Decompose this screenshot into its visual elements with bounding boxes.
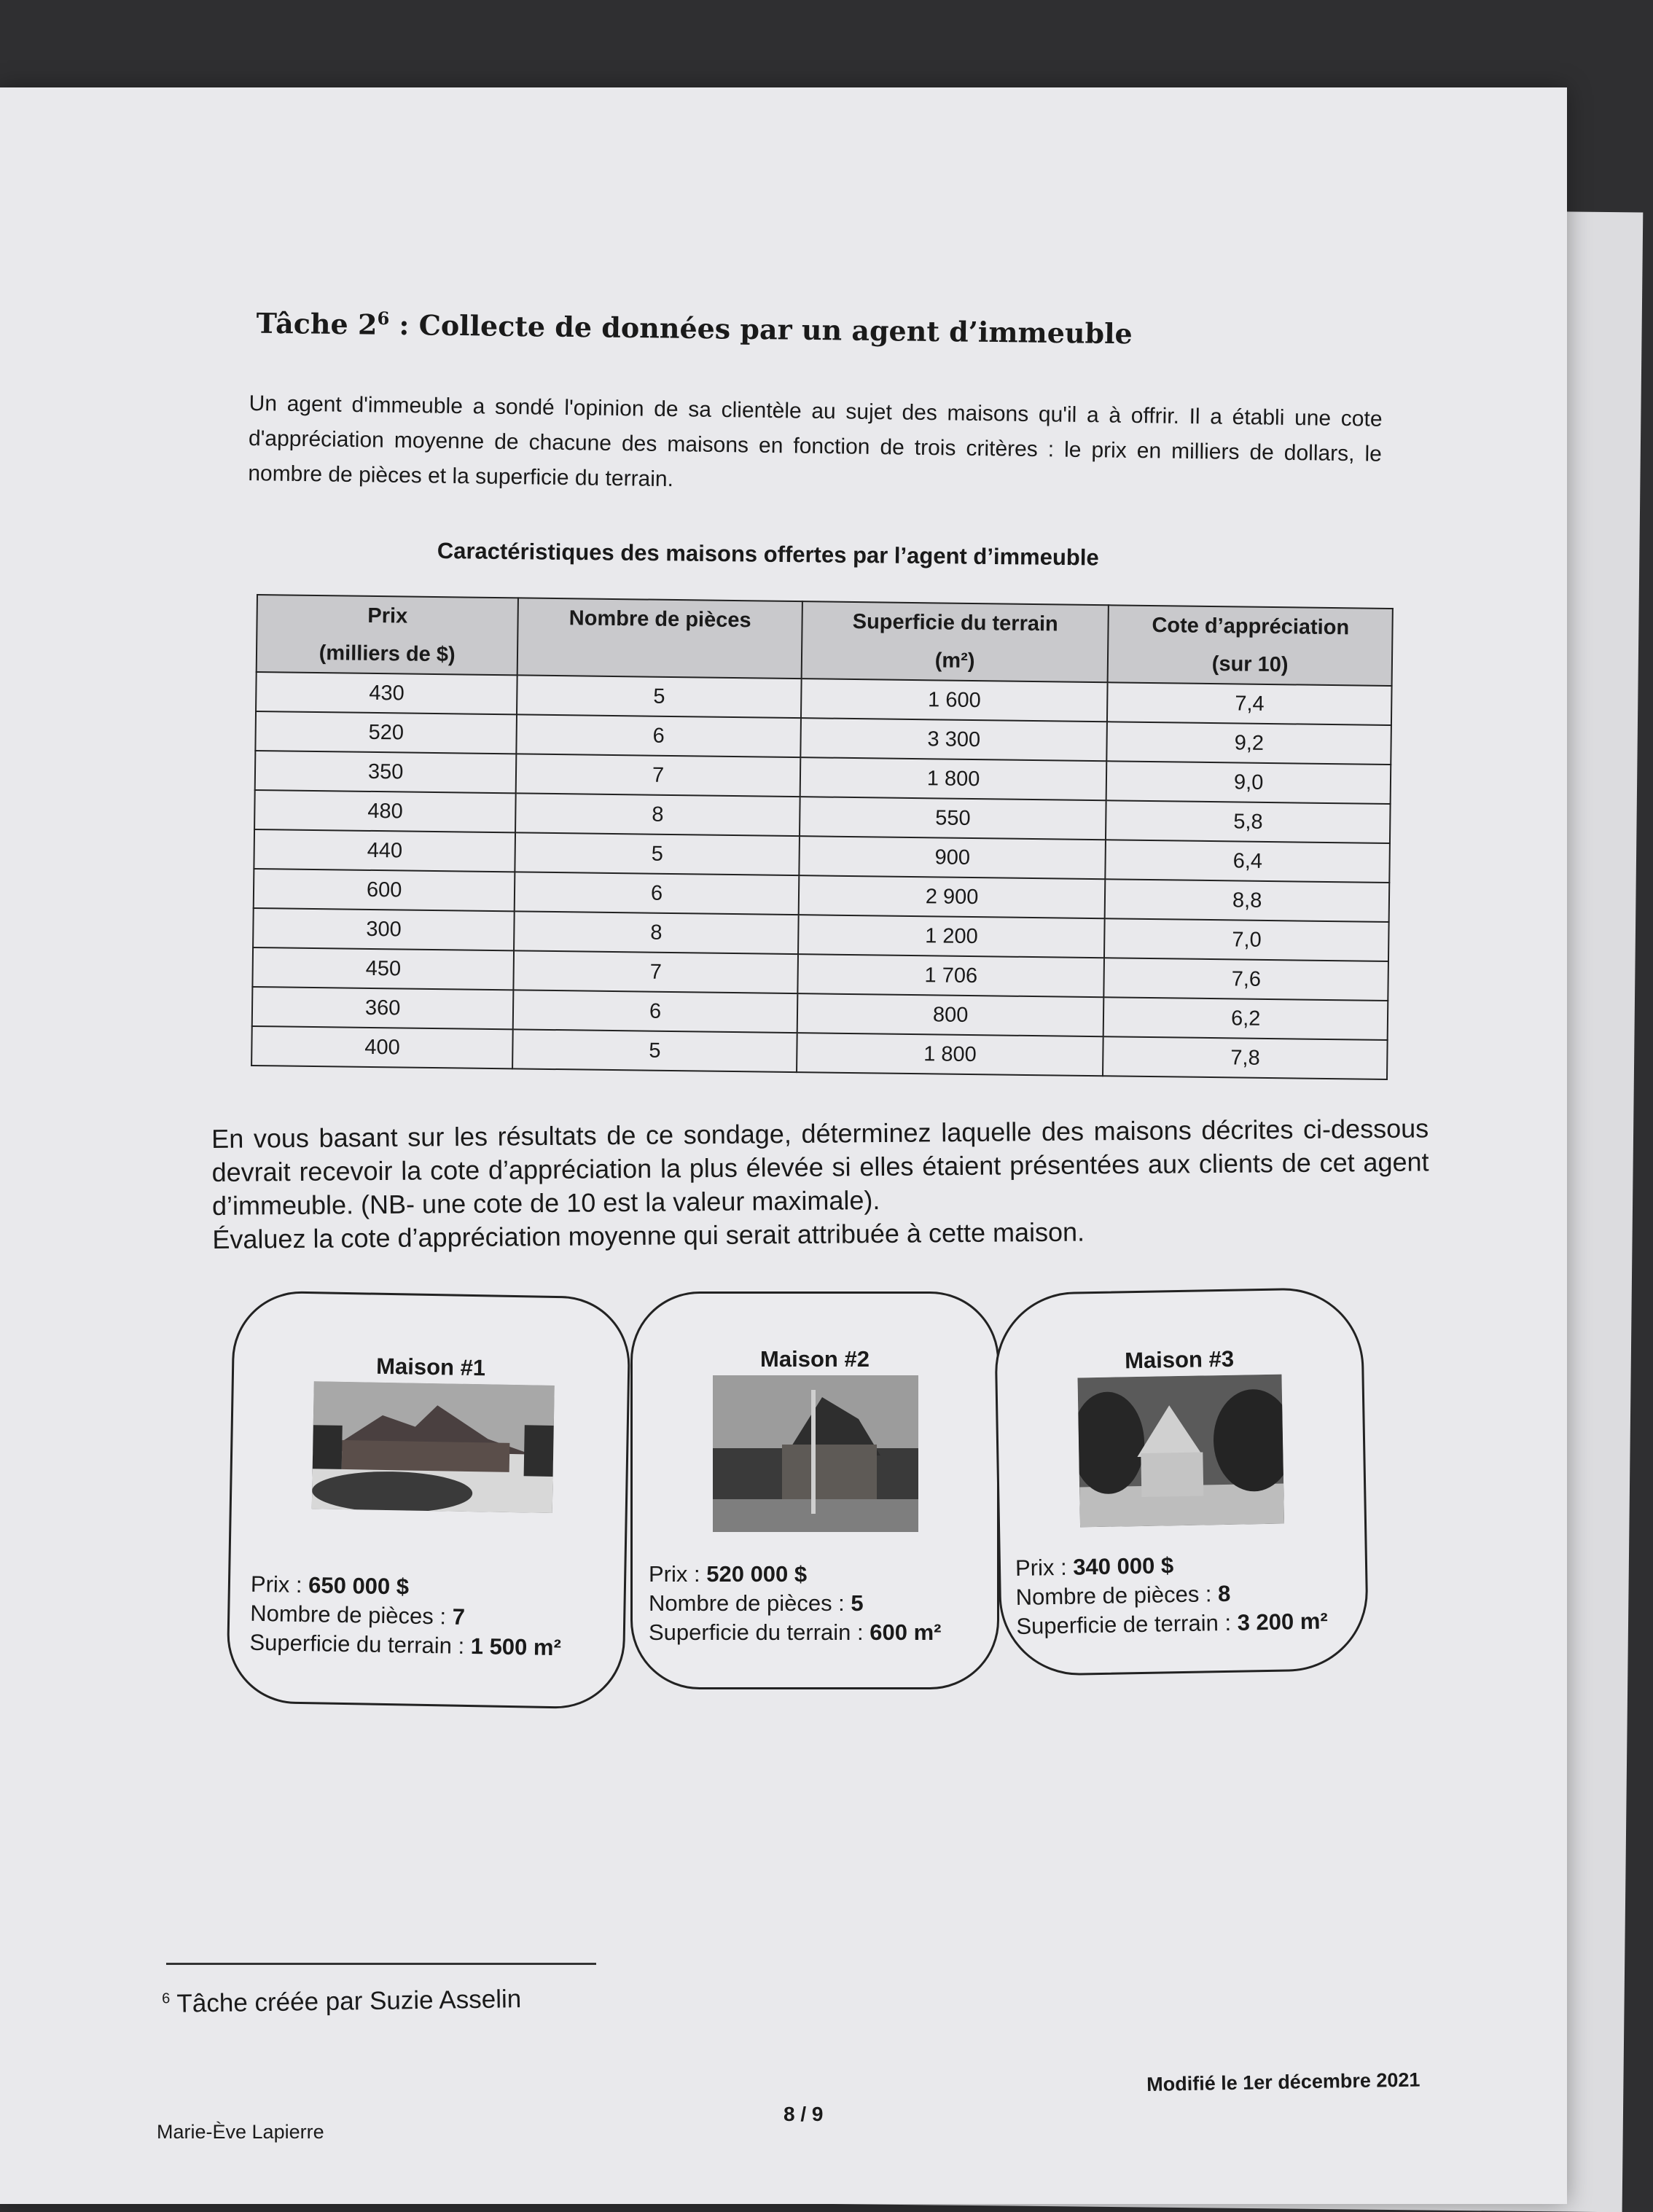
table-cell: 7,0	[1104, 918, 1388, 961]
table-cell: 5,8	[1106, 800, 1390, 843]
question-text: En vous basant sur les résultats de ce sondage, déterminez laquelle des maisons décrites ci-dessous devrait recevoir la cote d’appréciation la plus élevée si elles étaient présentées aux clients de cet agent d’immeuble. (NB- une cote de 10 est la valeur maximale). Évaluez la cote d’appréciation moyenne qui serait attribuée à cette maison.	[211, 1113, 1429, 1254]
table-cell: 7	[514, 950, 798, 993]
house-card-3	[993, 1287, 1369, 1677]
table-cell: 6,2	[1103, 997, 1388, 1040]
footer-page-number: 8 / 9	[783, 2103, 824, 2125]
table-cell: 440	[254, 829, 515, 872]
table-cell: 900	[799, 836, 1106, 879]
table-cell: 8	[515, 793, 800, 836]
houses-table	[251, 594, 1394, 1080]
footnote: $^6$ Tâche créée par Suzie Asselin	[162, 1985, 522, 2018]
table-cell: 7,8	[1103, 1036, 1387, 1079]
table-cell: 1 800	[797, 1033, 1103, 1076]
table-cell: 9,0	[1106, 761, 1391, 804]
task-title: Tâche $2^6$ : Collecte de données par un agent d’immeuble	[256, 306, 1133, 351]
house-info-3: Prix : 340 000 $ Nombre de pièces : 8 Superficie de terrain : 3 200 m²	[1015, 1552, 1329, 1639]
table-cell: 1 200	[798, 915, 1105, 958]
table-cell: 5	[517, 675, 801, 718]
table-cell: 360	[252, 987, 514, 1029]
footer-author: Marie-Ève Lapierre	[157, 2121, 324, 2143]
table-cell: 2 900	[799, 875, 1106, 918]
table-cell: 400	[251, 1026, 513, 1068]
house-photo-3	[1077, 1375, 1284, 1528]
header-rooms: Nombre de pièces	[517, 598, 802, 679]
table-cell: 5	[515, 832, 800, 875]
table-cell: 7	[516, 754, 800, 797]
table-cell: 8	[514, 911, 798, 954]
house-photo-1	[312, 1381, 555, 1513]
house-photo-2	[713, 1375, 918, 1532]
house-info-1: Prix : 650 000 $ Nombre de pièces : 7 Superficie du terrain : 1 500 m²	[249, 1571, 562, 1661]
table-cell: 450	[252, 947, 514, 990]
table-body	[251, 672, 1391, 1079]
table-cell: 6	[513, 990, 797, 1033]
header-area: Superficie du terrain (m²)	[801, 601, 1109, 682]
table-cell: 300	[253, 908, 515, 950]
house-card-1	[226, 1290, 631, 1709]
header-rating: Cote d’appréciation (sur 10)	[1108, 605, 1393, 686]
table-cell: 600	[254, 869, 515, 911]
table-cell: 430	[256, 672, 517, 714]
table-cell: 800	[797, 993, 1104, 1036]
table-cell: 3 300	[800, 718, 1107, 761]
table-caption: Caractéristiques des maisons offertes par l’agent d’immeuble	[437, 538, 1099, 571]
table-cell: 520	[255, 711, 517, 754]
house-name: Maison #1	[375, 1353, 486, 1381]
footer-modified-date: Modifié le 1er décembre 2021	[1146, 2068, 1421, 2095]
table-cell: 7,4	[1107, 682, 1391, 725]
house-card-2	[630, 1291, 999, 1689]
table-cell: 350	[255, 751, 517, 793]
table-cell: 5	[512, 1029, 797, 1072]
table-cell: 1 800	[800, 757, 1106, 800]
table-cell: 9,2	[1107, 722, 1391, 765]
table-cell: 8,8	[1105, 879, 1389, 922]
table-cell: 480	[254, 790, 516, 832]
table-cell: 6	[515, 872, 799, 915]
header-price: Prix (milliers de $)	[257, 595, 519, 675]
table-cell: 7,6	[1104, 958, 1388, 1001]
table-cell: 1 706	[797, 954, 1104, 997]
intro-paragraph: Un agent d'immeuble a sondé l'opinion de sa clientèle au sujet des maisons qu'il a à offrir. Il a établi une cote d'appréciation moyenne de chacune des maisons en fonction de trois critères : le prix en milliers de dollars, le nombre de pièces et la superficie du terrain.	[248, 391, 1383, 492]
table-cell: 1 600	[801, 679, 1108, 722]
footnote-rule	[166, 1963, 596, 1965]
house-info-2: Prix : 520 000 $ Nombre de pièces : 5 Superficie du terrain : 600 m²	[649, 1561, 942, 1645]
house-name: Maison #2	[760, 1346, 870, 1372]
table-cell: 550	[800, 797, 1106, 840]
table-cell: 6,4	[1106, 840, 1390, 883]
table-header-row	[257, 595, 1393, 686]
table-cell: 6	[517, 714, 801, 757]
house-name: Maison #3	[1124, 1345, 1235, 1374]
